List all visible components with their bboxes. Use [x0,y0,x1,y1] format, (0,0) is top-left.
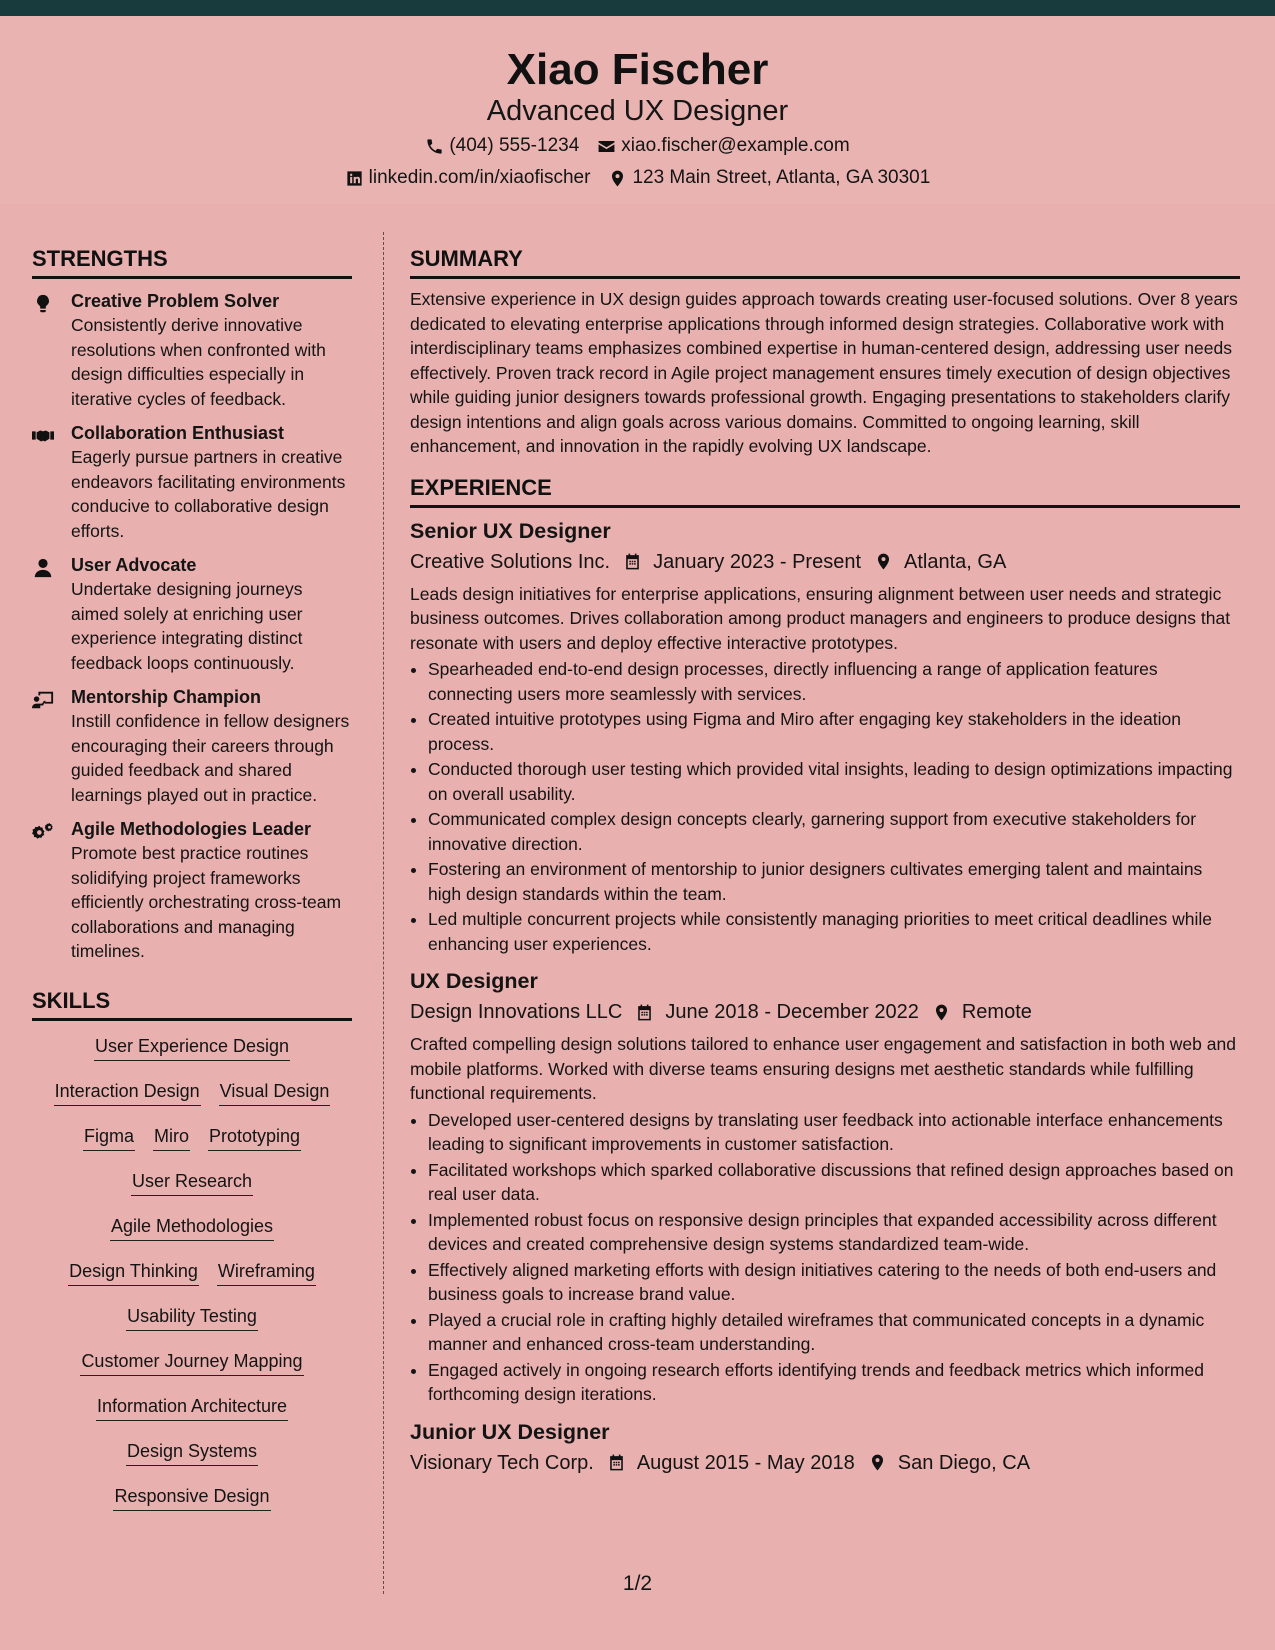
strength-desc: Consistently derive innovative resolutions when confronted with design difficulties especially in iterative cycles of feedback. [71,315,326,409]
map-marker-icon [868,1453,887,1472]
skill-tag: Prototyping [208,1123,301,1151]
candidate-role: Advanced UX Designer [486,95,789,127]
envelope-icon [597,137,616,156]
job-location-item [868,1448,1030,1478]
phone-icon [425,137,444,156]
strength-item [32,289,352,411]
linkedin-text[interactable]: linkedin.com/in/xiaofischer [368,167,591,188]
skill-row [32,1393,352,1438]
handshake-icon [32,425,54,447]
skill-tag: Agile Methodologies [110,1213,274,1241]
job-dates-item [623,547,861,577]
strength-desc: Instill confidence in fellow designers encouraging their careers through guided feedback and shared learnings played out in practice. [71,711,350,805]
job-dates: January 2023 - Present [653,550,862,573]
experience-heading: EXPERIENCE [410,473,1240,508]
job-bullet: • Facilitated workshops which sparked collaborative discussions that refined design approaches based on real user data. [428,1158,1240,1207]
contact-row-secondary [0,165,1275,191]
left-column [32,244,352,1528]
job-bullet: • Spearheaded end-to-end design processes, directly influencing a range of application features connecting users more seamlessly with services. [428,657,1240,706]
job-location: Atlanta, GA [904,550,1007,573]
job-bullet: • Led multiple concurrent projects while consistently managing priorities to meet critical deadlines while enhancing user experiences. [428,907,1240,956]
job-title: Senior UX Designer [410,518,611,543]
right-column [410,244,1240,1478]
email-text[interactable]: xiao.fischer@example.com [621,135,850,156]
skill-row [32,1123,352,1168]
skill-row [32,1258,352,1303]
job-description: Leads design initiatives for enterprise applications, ensuring alignment between user needs and strategic business outcomes. Drives collaboration among product managers and engineers to produce designs that resonate with users and deploy effective interactive prototypes. [410,583,1231,653]
contact-row-primary [0,133,1275,159]
job-description: Crafted compelling design solutions tailored to enhance user engagement and satisfaction in both web and mobile platforms. Worked with diverse teams ensuring designs met aesthetic standards while fulfilling functional requirements. [410,1034,1236,1103]
strength-desc: Eagerly pursue partners in creative endeavors facilitating environments conducive to collaborative design efforts. [71,447,346,541]
job-entry [410,966,1240,1407]
skill-row [32,1033,352,1078]
job-bullet: • Developed user-centered designs by translating user feedback into actionable interface enhancements leading to significant improvements in customer satisfaction. [428,1108,1240,1157]
skill-tag: Design Thinking [68,1258,199,1286]
job-meta [410,997,1240,1027]
strength-desc: Promote best practice routines solidifying project frameworks efficiently orchestrating cross-team collaborations and managing timelines. [71,843,342,961]
strength-desc: Undertake designing journeys aimed solely at enriching user experience integrating distinct feedback loops continuously. [71,579,303,673]
chalkboard-teacher-icon [32,689,54,711]
calendar-icon [635,1003,654,1022]
map-marker-icon [932,1003,951,1022]
skill-tag: Design Systems [126,1438,258,1466]
job-bullet: • Fostering an environment of mentorship to junior designers cultivates emerging talent and maintains high design standards within the team. [428,857,1240,906]
job-bullet: • Engaged actively in ongoing research efforts identifying trends and feedback metrics which informed forthcoming design iterations. [428,1358,1240,1407]
strength-title: Mentorship Champion [71,687,261,707]
skill-tag: Usability Testing [126,1303,258,1331]
user-icon [32,557,54,579]
job-bullet: • Created intuitive prototypes using Figma and Miro after engaging key stakeholders in the ideation process. [428,707,1240,756]
skills-heading: SKILLS [32,986,352,1021]
candidate-name: Xiao Fischer [506,45,769,94]
job-entry [410,1417,1240,1478]
skill-tag: Wireframing [217,1258,316,1286]
strength-title: Agile Methodologies Leader [71,819,312,839]
email-contact[interactable] [597,133,849,159]
skill-row [32,1438,352,1483]
job-location-item [932,997,1032,1027]
strength-title: User Advocate [71,555,197,575]
job-location: Remote [961,1001,1032,1023]
strength-title: Creative Problem Solver [71,291,280,311]
skill-row [32,1483,352,1528]
job-bullet: • Implemented robust focus on responsive design principles that expanded accessibility across different devices and created comprehensive design systems standardized team-wide. [428,1208,1240,1257]
skill-row [32,1168,352,1213]
job-bullets [410,1108,1240,1407]
phone-text: (404) 555-1234 [449,135,580,156]
job-location: San Diego, CA [897,1451,1031,1474]
job-meta [410,1448,1240,1478]
map-marker-icon [874,552,893,571]
skill-tag: Customer Journey Mapping [80,1348,303,1376]
skill-row [32,1213,352,1258]
calendar-icon [623,552,642,571]
calendar-icon [607,1453,626,1472]
job-bullet: • Played a crucial role in crafting highly detailed wireframes that communicated concepts in a dynamic manner and enhanced cross-team understanding. [428,1308,1240,1357]
skill-tag: Information Architecture [96,1393,288,1421]
strengths-heading: STRENGTHS [32,244,352,279]
phone-contact [425,133,579,159]
skill-tag: Interaction Design [54,1078,201,1106]
column-divider [383,232,384,1594]
resume-header [0,16,1275,204]
skill-tag: Miro [153,1123,190,1151]
job-company: Visionary Tech Corp. [410,1451,594,1474]
strength-item [32,817,352,964]
address-contact [608,165,930,191]
page-number: 1/2 [622,1572,653,1595]
job-dates: August 2015 - May 2018 [636,1451,855,1474]
skill-row [32,1303,352,1348]
skill-tag: Figma [83,1123,135,1151]
lightbulb-icon [32,293,54,315]
skill-row [32,1348,352,1393]
strength-title: Collaboration Enthusiast [71,423,285,443]
linkedin-icon [345,169,364,188]
top-accent-bar [0,0,1275,16]
job-company: Design Innovations LLC [410,1001,623,1023]
job-title: Junior UX Designer [410,1419,610,1444]
strength-item [32,685,352,807]
job-entry [410,516,1240,957]
job-dates: June 2018 - December 2022 [665,1001,919,1023]
job-bullet: • Conducted thorough user testing which provided vital insights, leading to design optimizations impacting on overall usability. [428,757,1240,806]
address-text: 123 Main Street, Atlanta, GA 30301 [632,167,931,188]
skills-list [32,1033,352,1528]
skill-row [32,1078,352,1123]
skill-tag: User Experience Design [94,1033,290,1061]
job-location-item [874,547,1006,577]
skill-tag: Responsive Design [113,1483,270,1511]
cogs-icon [32,821,54,843]
summary-text: Extensive experience in UX design guides approach towards creating user-focused solutions. Over 8 years dedicated to elevating enterprise applications through informed design strategies. Collaborative work with interdisciplinary teams emphasizes combined expertise in human-centered design, addressing user needs effectively. Proven track record in Agile project management ensures timely execution of design objectives while guiding junior designers towards professional growth. Engaging presentations to stakeholders clarify design intentions and align goals across various domains. Committed to ongoing learning, skill enhancement, and innovation in the rapidly evolving UX landscape. [410,289,1238,456]
linkedin-contact[interactable] [345,165,591,191]
job-bullet: • Effectively aligned marketing efforts with design initiatives catering to the needs of both end-users and business goals to increase brand value. [428,1258,1240,1307]
job-bullet: • Communicated complex design concepts clearly, garnering support from executive stakeholders for innovative direction. [428,807,1240,856]
job-bullets [410,657,1240,956]
summary-heading: SUMMARY [410,244,1240,279]
strength-item [32,421,352,543]
job-dates-item [607,1448,855,1478]
map-marker-icon [608,169,627,188]
skill-tag: User Research [131,1168,253,1196]
job-dates-item [635,997,919,1027]
job-meta [410,547,1240,577]
job-company: Creative Solutions Inc. [410,550,611,573]
skill-tag: Visual Design [219,1078,331,1106]
job-title: UX Designer [410,969,538,993]
strength-item [32,553,352,675]
